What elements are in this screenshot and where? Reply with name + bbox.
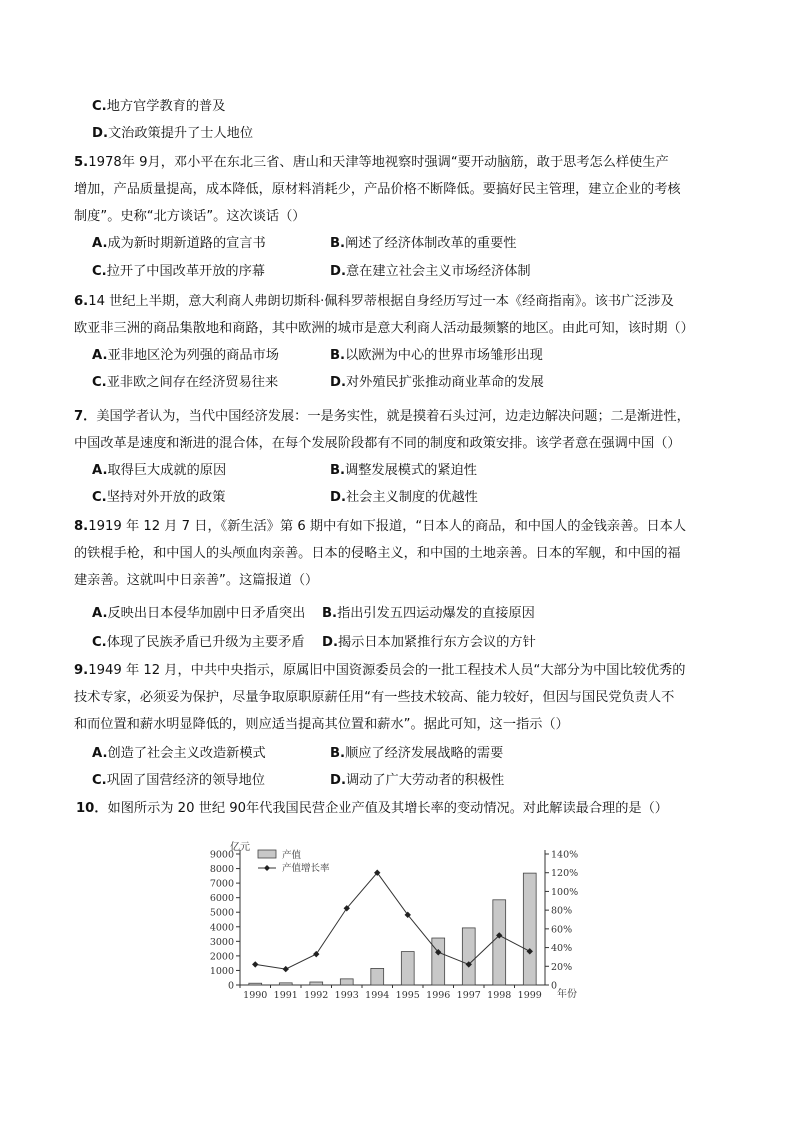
q10-chart	[200, 840, 590, 1010]
q7-option-c[interactable]	[92, 489, 225, 507]
y-right-tick-label: 60%	[551, 924, 573, 936]
q5-option-c[interactable]	[92, 263, 265, 281]
bar-1997	[462, 928, 475, 985]
option-text: 拉开了中国改革开放的序幕	[106, 264, 265, 279]
q9-option-b[interactable]	[330, 745, 503, 763]
option-key: C.	[92, 264, 107, 279]
question-number: 9.	[74, 663, 89, 678]
option-key: C.	[92, 635, 107, 650]
option-text: 意在建立社会主义市场经济体制	[345, 264, 531, 279]
q8-stem-line-2: 的铁棍手枪，和中国人的头颅血肉亲善。日本的侵略主义，和中国的土地亲善。日本的军舰，和中国的福	[74, 546, 681, 561]
option-key: D.	[330, 773, 346, 788]
option-text: 揭示日本加紧推行东方会议的方针	[337, 635, 536, 650]
option-key: A.	[92, 606, 108, 621]
q5-stem-line-3: 制度”。史称“北方谈话”。这次谈话（）	[74, 209, 306, 224]
question-number: 5.	[74, 155, 89, 170]
stem-text: 1978年 9月，邓小平在东北三省、唐山和天津等地视察时强调“要开动脑筋，敢于思考怎么样使生产	[88, 155, 669, 170]
y-left-tick-label: 9000	[209, 849, 234, 861]
y-right-tick-label: 40%	[551, 943, 573, 955]
q8-option-b[interactable]	[322, 605, 535, 623]
stem-text: 14 世纪上半期，意大利商人弗朗切斯科·佩科罗蒂根据自身经历写过一本《经商指南》。该书广泛涉及	[88, 294, 674, 309]
x-tick-label: 1996	[426, 990, 451, 1001]
x-tick-label: 1998	[487, 990, 512, 1001]
x-tick-label: 1991	[273, 990, 298, 1001]
stem-text: 美国学者认为，当代中国经济发展：一是务实性，就是摸着石头过河，边走边解决问题；二是渐进性，	[96, 409, 690, 424]
option-key: A.	[92, 236, 108, 251]
question-number: 6.	[74, 294, 89, 309]
q6-option-c[interactable]	[92, 374, 278, 392]
q6-stem-line-1	[74, 293, 674, 311]
option-key: B.	[330, 746, 346, 761]
q5-option-d[interactable]	[330, 263, 531, 281]
bar-1994	[371, 968, 384, 985]
option-key: B.	[330, 236, 346, 251]
y-left-tick-label: 7000	[209, 878, 234, 890]
legend-bar-swatch	[258, 850, 276, 858]
x-tick-label: 1992	[304, 990, 329, 1001]
bar-1999	[523, 873, 536, 985]
legend-line-label: 产值增长率	[282, 863, 330, 874]
q5-stem-line-1	[74, 154, 669, 172]
bar-1991	[279, 983, 292, 985]
q4-option-d[interactable]	[92, 125, 253, 143]
option-key: D.	[330, 264, 346, 279]
stem-text: 如图所示为 20 世纪 90年代我国民营企业产值及其增长率的变动情况。对此解读最合理的是（）	[107, 801, 668, 816]
q4-option-c[interactable]	[92, 98, 225, 116]
q7-option-d[interactable]	[330, 489, 478, 507]
question-number: 7．	[74, 409, 97, 424]
q7-option-b[interactable]	[330, 462, 477, 480]
q10-stem-line-1	[76, 800, 668, 818]
bar-1993	[340, 979, 353, 985]
q7-option-a[interactable]	[92, 462, 226, 480]
q8-option-d[interactable]	[322, 634, 536, 652]
option-key: D.	[330, 490, 346, 505]
option-text: 调整发展模式的紧迫性	[345, 463, 477, 478]
option-text: 阐述了经济体制改革的重要性	[345, 236, 517, 251]
option-text: 体现了民族矛盾已升级为主要矛盾	[106, 635, 305, 650]
option-text: 文治政策提升了士人地位	[107, 126, 254, 141]
y-left-axis-title: 亿元	[230, 842, 250, 853]
option-text: 取得巨大成就的原因	[107, 463, 227, 478]
option-key: A.	[92, 348, 108, 363]
q9-option-a[interactable]	[92, 745, 266, 763]
growth-point-1990	[252, 961, 258, 967]
stem-text: 1949 年 12 月，中共中央指示，原属旧中国资源委员会的一批工程技术人员“大部分为中国比较优秀的	[88, 663, 686, 678]
option-text: 反映出日本侵华加剧中日矛盾突出	[107, 606, 306, 621]
q8-stem-line-3: 建亲善。这就叫中日亲善”。这篇报道（）	[74, 573, 319, 588]
option-key: D.	[92, 126, 108, 141]
y-right-tick-label: 140%	[551, 849, 579, 861]
option-text: 调动了广大劳动者的积极性	[345, 773, 505, 788]
option-key: B.	[330, 348, 346, 363]
q6-option-a[interactable]	[92, 347, 279, 365]
q5-option-b[interactable]	[330, 235, 517, 253]
y-left-tick-label: 3000	[209, 936, 234, 948]
q6-option-b[interactable]	[330, 347, 543, 365]
option-key: D.	[330, 375, 346, 390]
option-key: C.	[92, 375, 107, 390]
x-tick-label: 1990	[243, 990, 268, 1001]
y-left-tick-label: 6000	[209, 893, 234, 905]
y-right-tick-label: 0	[551, 980, 558, 992]
option-text: 社会主义制度的优越性	[345, 490, 478, 505]
option-key: C.	[92, 773, 107, 788]
q9-stem-line-1	[74, 662, 685, 680]
y-left-tick-label: 1000	[209, 965, 234, 977]
growth-point-1992	[313, 951, 319, 957]
growth-rate-line	[255, 873, 530, 969]
q8-stem-line-1	[74, 518, 686, 536]
q7-stem-line-1	[74, 408, 690, 426]
option-key: B.	[322, 606, 338, 621]
option-key: A.	[92, 746, 108, 761]
option-text: 巩固了国营经济的领导地位	[106, 773, 265, 788]
option-text: 顺应了经济发展战略的需要	[345, 746, 504, 761]
q7-stem-line-2: 中国改革是速度和渐进的混合体，在每个发展阶段都有不同的制度和政策安排。该学者意在强调中国（）	[74, 436, 681, 451]
q8-option-c[interactable]	[92, 634, 305, 652]
bar-1995	[401, 952, 414, 985]
question-number: 8.	[74, 519, 89, 534]
question-number: 10．	[76, 801, 108, 816]
y-right-tick-label: 20%	[551, 961, 573, 973]
bar-1996	[432, 938, 445, 985]
y-left-tick-label: 8000	[209, 864, 234, 876]
y-right-tick-label: 100%	[551, 886, 579, 898]
option-text: 指出引发五四运动爆发的直接原因	[337, 606, 535, 621]
y-left-tick-label: 4000	[209, 922, 234, 934]
bar-1990	[249, 983, 262, 985]
y-right-tick-label: 80%	[551, 905, 573, 917]
option-text: 对外殖民扩张推动商业革命的发展	[345, 375, 544, 390]
y-left-tick-label: 5000	[209, 907, 234, 919]
x-tick-label: 1995	[395, 990, 420, 1001]
q9-option-d[interactable]	[330, 772, 504, 790]
option-text: 以欧洲为中心的世界市场雏形出现	[345, 348, 543, 363]
y-left-tick-label: 0	[227, 980, 234, 992]
q5-stem-line-2: 增加，产品质量提高，成本降低，原材料消耗少，产品价格不断降低。要搞好民主管理，建立企业的考核	[74, 182, 681, 197]
option-key: C.	[92, 490, 107, 505]
option-key: C.	[92, 99, 107, 114]
option-text: 地方官学教育的普及	[106, 99, 226, 114]
x-tick-label: 1993	[334, 990, 359, 1001]
option-key: D.	[322, 635, 338, 650]
stem-text: 1919 年 12 月 7 日，《新生活》第 6 期中有如下报道，“日本人的商品，和中国人的金钱亲善。日本人	[88, 519, 687, 534]
q8-option-a[interactable]	[92, 605, 305, 623]
legend-line-marker	[264, 865, 270, 871]
y-left-tick-label: 2000	[209, 951, 234, 963]
y-right-tick-label: 120%	[551, 868, 579, 880]
option-text: 亚非地区沦为列强的商品市场	[107, 348, 279, 363]
option-text: 创造了社会主义改造新模式	[107, 746, 266, 761]
x-tick-label: 1994	[365, 990, 390, 1001]
q6-option-d[interactable]	[330, 374, 544, 392]
growth-point-1991	[283, 966, 289, 972]
q6-stem-line-2: 欧亚非三洲的商品集散地和商路，其中欧洲的城市是意大利商人活动最频繁的地区。由此可知，该时期（）	[74, 321, 694, 336]
option-text: 坚持对外开放的政策	[106, 490, 226, 505]
option-text: 亚非欧之间存在经济贸易往来	[106, 375, 279, 390]
q9-stem-line-2: 技术专家，必须妥为保护，尽量争取原职原薪任用“有一些技术较高、能力较好，但因与国民党负责人不	[74, 690, 675, 705]
option-key: B.	[330, 463, 346, 478]
option-text: 成为新时期新道路的宣言书	[107, 236, 266, 251]
x-axis-title: 年份	[557, 989, 577, 1000]
q9-stem-line-3: 和而位置和薪水明显降低的，则应适当提高其位置和薪水”。据此可知，这一指示（）	[74, 717, 569, 732]
bar-1998	[493, 900, 506, 985]
option-key: A.	[92, 463, 108, 478]
x-tick-label: 1997	[456, 990, 481, 1001]
x-tick-label: 1999	[517, 990, 542, 1001]
legend-bar-label: 产值	[282, 850, 302, 861]
q9-option-c[interactable]	[92, 772, 265, 790]
bar-1992	[310, 982, 323, 985]
q5-option-a[interactable]	[92, 235, 266, 253]
